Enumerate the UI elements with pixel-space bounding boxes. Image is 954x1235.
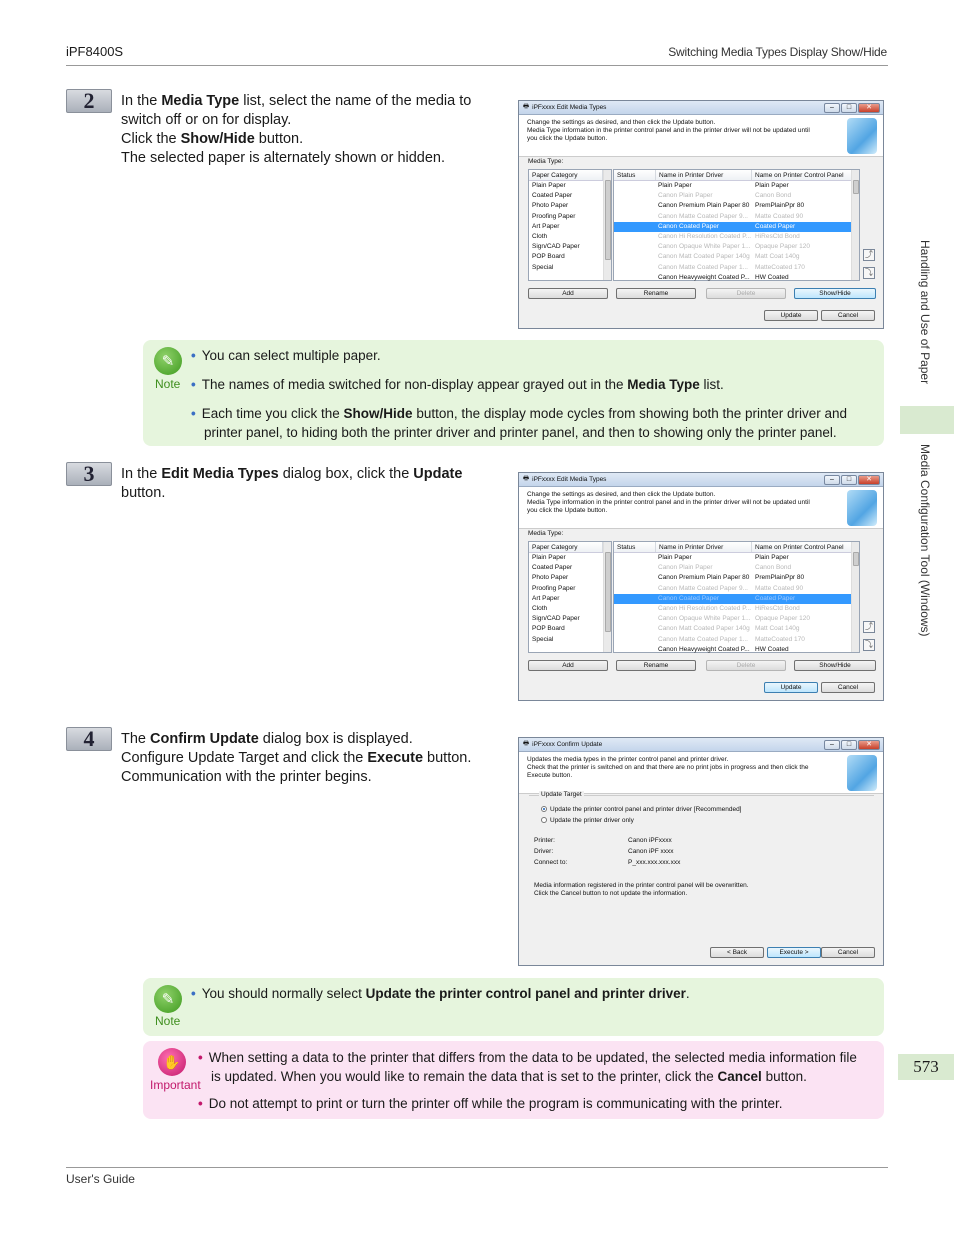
- footer-guide-name: User's Guide: [66, 1172, 135, 1186]
- category-item[interactable]: Sign/CAD Paper: [532, 243, 580, 251]
- column-panel-name[interactable]: Name on Printer Control Panel: [752, 170, 852, 180]
- cancel-button[interactable]: Cancel: [821, 682, 875, 693]
- table-row[interactable]: [614, 614, 852, 624]
- cell-panel-name: Plain Paper: [755, 182, 789, 189]
- sidebar-chapter-label[interactable]: Media Configuration Tool (Windows): [918, 444, 932, 637]
- rename-button[interactable]: Rename: [616, 660, 696, 671]
- cell-status: [614, 584, 658, 594]
- category-item[interactable]: POP Board: [532, 253, 565, 261]
- cell-panel-name: Coated Paper: [755, 222, 796, 230]
- cell-panel-name: PremPlainPpr 80: [755, 202, 805, 210]
- media-scrollbar[interactable]: [851, 170, 859, 280]
- cell-driver-name: Plain Paper: [658, 182, 692, 189]
- cell-panel-name: Plain Paper: [755, 554, 789, 561]
- note-label: Note: [155, 377, 181, 391]
- product-name: iPF8400S: [66, 44, 124, 59]
- media-type-label: Media Type:: [528, 158, 564, 165]
- note-bullet: • Each time you click the Show/Hide button, the display mode cycles from showing both the printer driver and printer panel, to hiding both the printer driver and printer panel, and then to showing only the printer panel.: [191, 406, 848, 440]
- table-row[interactable]: [614, 222, 852, 232]
- option-label: Update the printer control panel and printer driver [Recommended]: [550, 806, 742, 813]
- dialog-intro: [519, 487, 883, 529]
- media-type-list[interactable]: [613, 541, 860, 653]
- column-driver-name[interactable]: Name in Printer Driver: [656, 542, 752, 552]
- category-item[interactable]: Proofing Paper: [532, 212, 576, 220]
- cell-panel-name: Coated Paper: [755, 594, 796, 602]
- media-stack-icon: [847, 755, 877, 791]
- category-item[interactable]: Cloth: [532, 604, 548, 612]
- media-list-header: [614, 170, 859, 181]
- cell-status: [614, 645, 658, 655]
- media-type-label: Media Type:: [528, 530, 564, 537]
- category-item[interactable]: POP Board: [532, 625, 565, 633]
- update-button[interactable]: Update: [764, 682, 818, 693]
- cancel-button[interactable]: Cancel: [821, 947, 875, 958]
- option-label: Update the printer driver only: [550, 817, 634, 824]
- scroll-thumb[interactable]: [605, 552, 611, 632]
- category-header-label: Paper Category: [529, 542, 603, 552]
- cell-status: [614, 604, 658, 614]
- dialog-intro: [519, 115, 883, 157]
- important-bullet: • When setting a data to the printer that differs from the data to be updated, the selected media information file is updated. When you would like to remain the data that is set to the printer, click the Cancel button.: [198, 1050, 857, 1084]
- table-row[interactable]: [614, 553, 852, 563]
- cell-panel-name: HW Coated: [755, 645, 789, 653]
- cell-panel-name: Matt Coat 140g: [755, 253, 800, 261]
- cell-panel-name: Matte Coated 90: [755, 584, 804, 592]
- table-row[interactable]: [614, 573, 852, 583]
- note-box: [143, 978, 884, 1036]
- note-label: Note: [155, 1014, 181, 1028]
- paper-category-list[interactable]: [528, 169, 612, 281]
- step-number-badge: 3: [66, 462, 112, 486]
- radio-selected-icon[interactable]: [541, 806, 547, 812]
- cell-panel-name: HiResCtd Bond: [755, 232, 800, 240]
- move-down-icon[interactable]: ⤵: [865, 268, 873, 277]
- cell-driver-name: Canon Matt Coated Paper 140g: [658, 253, 750, 261]
- header-rule: [66, 65, 888, 66]
- intro-line: you click the Update button.: [527, 135, 608, 142]
- footer-rule: [66, 1167, 888, 1168]
- cell-panel-name: Canon Bond: [755, 564, 792, 572]
- cell-panel-name: HiResCtd Bond: [755, 604, 800, 612]
- execute-button[interactable]: Execute >: [767, 947, 821, 958]
- cell-status: [614, 563, 658, 573]
- sidebar-active-tab: [900, 406, 954, 434]
- cell-status: [614, 624, 658, 634]
- cell-driver-name: Canon Premium Plain Paper 80: [658, 574, 750, 582]
- move-up-icon[interactable]: ⤴: [865, 250, 873, 259]
- media-rows: [614, 181, 859, 283]
- cell-driver-name: Canon Coated Paper: [658, 222, 720, 230]
- column-panel-name[interactable]: Name on Printer Control Panel: [752, 542, 852, 552]
- important-bullet: • Do not attempt to print or turn the printer off while the program is communicating with the printer.: [198, 1096, 783, 1111]
- cell-driver-name: Canon Matte Coated Paper 1...: [658, 263, 748, 271]
- cell-status: [614, 252, 658, 262]
- show-hide-button[interactable]: Show/Hide: [794, 288, 876, 299]
- cell-status: [614, 553, 658, 563]
- scroll-thumb[interactable]: [853, 552, 859, 566]
- radio-icon[interactable]: [541, 817, 547, 823]
- cell-status: [614, 222, 658, 232]
- dialog-titlebar: [519, 738, 883, 752]
- option-driver-only[interactable]: [541, 817, 634, 824]
- cell-driver-name: Canon Hi Resolution Coated P...: [658, 232, 752, 240]
- paper-category-list[interactable]: [528, 541, 612, 653]
- back-button[interactable]: < Back: [710, 947, 764, 958]
- cell-panel-name: Opaque Paper 120: [755, 615, 810, 623]
- maximize-icon[interactable]: □: [841, 740, 857, 750]
- category-item[interactable]: Art Paper: [532, 594, 560, 602]
- cell-panel-name: MatteCoated 170: [755, 263, 805, 271]
- cell-driver-name: Canon Opaque White Paper 1...: [658, 615, 751, 623]
- category-item[interactable]: Plain Paper: [532, 182, 566, 189]
- update-target-group: [529, 791, 874, 833]
- edit-media-types-dialog: [518, 472, 884, 701]
- table-row[interactable]: [614, 273, 852, 283]
- column-status[interactable]: Status: [614, 542, 656, 552]
- intro-line: Updates the media types in the printer control panel and printer driver.: [527, 756, 729, 763]
- cell-status: [614, 232, 658, 242]
- section-title: Switching Media Types Display Show/Hide: [668, 45, 887, 59]
- scroll-thumb[interactable]: [853, 180, 859, 194]
- driver-label: Driver:: [534, 848, 554, 855]
- table-row[interactable]: [614, 604, 852, 614]
- move-down-icon[interactable]: ⤵: [865, 640, 873, 649]
- table-row[interactable]: [614, 181, 852, 191]
- close-icon[interactable]: ✕: [858, 740, 880, 750]
- category-scrollbar[interactable]: [603, 170, 611, 280]
- dialog-title: iPFxxxx Confirm Update: [532, 741, 603, 748]
- category-scrollbar[interactable]: [603, 542, 611, 652]
- column-status[interactable]: Status: [614, 170, 656, 180]
- maximize-icon[interactable]: □: [841, 103, 857, 113]
- table-row[interactable]: [614, 242, 852, 252]
- printer-icon: 🖶: [523, 740, 530, 747]
- dialog-intro: [519, 752, 883, 794]
- cell-driver-name: Canon Hi Resolution Coated P...: [658, 604, 752, 612]
- category-item[interactable]: Sign/CAD Paper: [532, 615, 580, 623]
- table-row[interactable]: [614, 635, 852, 645]
- table-row[interactable]: [614, 252, 852, 262]
- cell-driver-name: Canon Coated Paper: [658, 594, 720, 602]
- show-hide-button[interactable]: Show/Hide: [794, 660, 876, 671]
- delete-button[interactable]: Delete: [706, 288, 786, 299]
- group-label: Update Target: [541, 791, 582, 798]
- cell-status: [614, 191, 658, 201]
- printer-icon: 🖶: [523, 475, 530, 482]
- page-number: 573: [898, 1054, 954, 1080]
- printer-label: Printer:: [534, 837, 555, 844]
- cell-panel-name: Opaque Paper 120: [755, 243, 810, 251]
- sidebar-section-label[interactable]: Handling and Use of Paper: [918, 240, 932, 385]
- intro-line: you click the Update button.: [527, 507, 608, 514]
- category-item[interactable]: Art Paper: [532, 222, 560, 230]
- cell-driver-name: Canon Matte Coated Paper 9...: [658, 212, 748, 220]
- table-row[interactable]: [614, 584, 852, 594]
- cell-driver-name: Canon Matt Coated Paper 140g: [658, 625, 750, 633]
- table-row[interactable]: [614, 645, 852, 655]
- table-row[interactable]: [614, 594, 852, 604]
- cell-status: [614, 273, 658, 283]
- important-label: Important: [150, 1078, 201, 1092]
- cell-status: [614, 212, 658, 222]
- note-bullet: • You should normally select Update the printer control panel and printer driver.: [191, 986, 690, 1001]
- rename-button[interactable]: Rename: [616, 288, 696, 299]
- category-item[interactable]: Proofing Paper: [532, 584, 576, 592]
- intro-line: Change the settings as desired, and then click the Update button.: [527, 119, 716, 126]
- confirm-update-dialog: [518, 737, 884, 966]
- cell-driver-name: Canon Premium Plain Paper 80: [658, 202, 750, 210]
- cell-panel-name: MatteCoated 170: [755, 635, 805, 643]
- category-item[interactable]: Photo Paper: [532, 202, 569, 210]
- cell-driver-name: Canon Heavyweight Coated P...: [658, 273, 750, 281]
- cell-panel-name: Matte Coated 90: [755, 212, 804, 220]
- table-row[interactable]: [614, 201, 852, 211]
- cell-driver-name: Canon Heavyweight Coated P...: [658, 645, 750, 653]
- cancel-hint: Click the Cancel button to not update the information.: [534, 890, 688, 897]
- media-scrollbar[interactable]: [851, 542, 859, 652]
- table-row[interactable]: [614, 624, 852, 634]
- intro-line: Change the settings as desired, and then click the Update button.: [527, 491, 716, 498]
- connect-value: P_xxx.xxx.xxx.xxx: [628, 859, 681, 866]
- dialog-title: iPFxxxx Edit Media Types: [532, 104, 607, 111]
- table-row[interactable]: [614, 212, 852, 222]
- media-stack-icon: [847, 118, 877, 154]
- overwrite-message: Media information registered in the printer control panel will be overwritten.: [534, 882, 749, 889]
- column-driver-name[interactable]: Name in Printer Driver: [656, 170, 752, 180]
- note-box: [143, 340, 884, 446]
- pencil-icon: ✎: [154, 985, 182, 1013]
- table-row[interactable]: [614, 263, 852, 273]
- cell-status: [614, 573, 658, 583]
- connect-label: Connect to:: [534, 859, 568, 866]
- table-row[interactable]: [614, 563, 852, 573]
- note-bullet: • You can select multiple paper.: [191, 348, 381, 363]
- intro-line: Media Type information in the printer control panel and in the printer driver will not be updated until: [527, 127, 810, 134]
- close-icon[interactable]: ✕: [858, 475, 880, 485]
- cell-driver-name: Canon Plain Paper: [658, 192, 713, 200]
- category-header[interactable]: [529, 542, 611, 553]
- move-up-icon[interactable]: ⤴: [865, 622, 873, 631]
- table-row[interactable]: [614, 191, 852, 201]
- media-stack-icon: [847, 490, 877, 526]
- printer-icon: 🖶: [523, 103, 530, 110]
- cell-panel-name: HW Coated: [755, 273, 789, 281]
- add-button[interactable]: Add: [528, 288, 608, 299]
- media-type-list[interactable]: [613, 169, 860, 281]
- add-button[interactable]: Add: [528, 660, 608, 671]
- cell-status: [614, 263, 658, 273]
- cell-status: [614, 242, 658, 252]
- dialog-titlebar: [519, 101, 883, 115]
- step-number-badge: 4: [66, 727, 112, 751]
- intro-line: Media Type information in the printer control panel and in the printer driver will not be updated until: [527, 499, 810, 506]
- cell-status: [614, 614, 658, 624]
- step-4-text: The Confirm Update dialog box is displayed. Configure Update Target and click the Execute button. Communication with the printer begins.: [121, 731, 472, 785]
- note-bullet: • The names of media switched for non-display appear grayed out in the Media Type list.: [191, 377, 724, 392]
- minimize-icon[interactable]: –: [824, 103, 840, 113]
- close-icon[interactable]: ✕: [858, 103, 880, 113]
- step-2-text: In the Media Type list, select the name of the media to switch off or on for display. Click the Show/Hide button. The selected paper is alternately shown or hidden.: [121, 93, 472, 166]
- edit-media-types-dialog: [518, 100, 884, 329]
- step-3-text: In the Edit Media Types dialog box, click the Update button.: [121, 466, 463, 501]
- scroll-thumb[interactable]: [605, 180, 611, 260]
- pencil-icon: ✎: [154, 347, 182, 375]
- cell-driver-name: Plain Paper: [658, 554, 692, 561]
- dialog-title: iPFxxxx Edit Media Types: [532, 476, 607, 483]
- maximize-icon[interactable]: □: [841, 475, 857, 485]
- category-item[interactable]: Photo Paper: [532, 574, 569, 582]
- cell-driver-name: Canon Plain Paper: [658, 564, 713, 572]
- driver-value: Canon iPF xxxx: [628, 848, 674, 855]
- category-header-label: Paper Category: [529, 170, 603, 180]
- category-header[interactable]: [529, 170, 611, 181]
- category-items: [529, 553, 611, 645]
- hand-stop-icon: ✋: [158, 1048, 186, 1076]
- cell-status: [614, 201, 658, 211]
- category-item[interactable]: Cloth: [532, 232, 548, 240]
- important-box: [143, 1041, 884, 1119]
- minimize-icon[interactable]: –: [824, 475, 840, 485]
- category-item[interactable]: Plain Paper: [532, 554, 566, 561]
- category-item[interactable]: Special: [532, 635, 554, 643]
- cancel-button[interactable]: Cancel: [821, 310, 875, 321]
- cell-driver-name: Canon Matte Coated Paper 9...: [658, 584, 748, 592]
- media-list-header: [614, 542, 859, 553]
- option-panel-and-driver[interactable]: [541, 806, 742, 813]
- table-row[interactable]: [614, 232, 852, 242]
- category-item[interactable]: Coated Paper: [532, 564, 573, 572]
- minimize-icon[interactable]: –: [824, 740, 840, 750]
- dialog-titlebar: [519, 473, 883, 487]
- cell-panel-name: PremPlainPpr 80: [755, 574, 805, 582]
- cell-status: [614, 594, 658, 604]
- intro-line: Check that the printer is switched on and that there are no print jobs in progress and then click the: [527, 764, 809, 771]
- step-number-badge: 2: [66, 89, 112, 113]
- cell-panel-name: Canon Bond: [755, 192, 792, 200]
- category-items: [529, 181, 611, 273]
- update-button[interactable]: Update: [764, 310, 818, 321]
- category-item[interactable]: Special: [532, 263, 554, 271]
- cell-driver-name: Canon Opaque White Paper 1...: [658, 243, 751, 251]
- intro-line: Execute button.: [527, 772, 573, 779]
- cell-status: [614, 635, 658, 645]
- delete-button[interactable]: Delete: [706, 660, 786, 671]
- cell-driver-name: Canon Matte Coated Paper 1...: [658, 635, 748, 643]
- cell-panel-name: Matt Coat 140g: [755, 625, 800, 633]
- media-rows: [614, 553, 859, 655]
- category-item[interactable]: Coated Paper: [532, 192, 573, 200]
- cell-status: [614, 181, 658, 191]
- printer-value: Canon iPFxxxx: [628, 837, 672, 844]
